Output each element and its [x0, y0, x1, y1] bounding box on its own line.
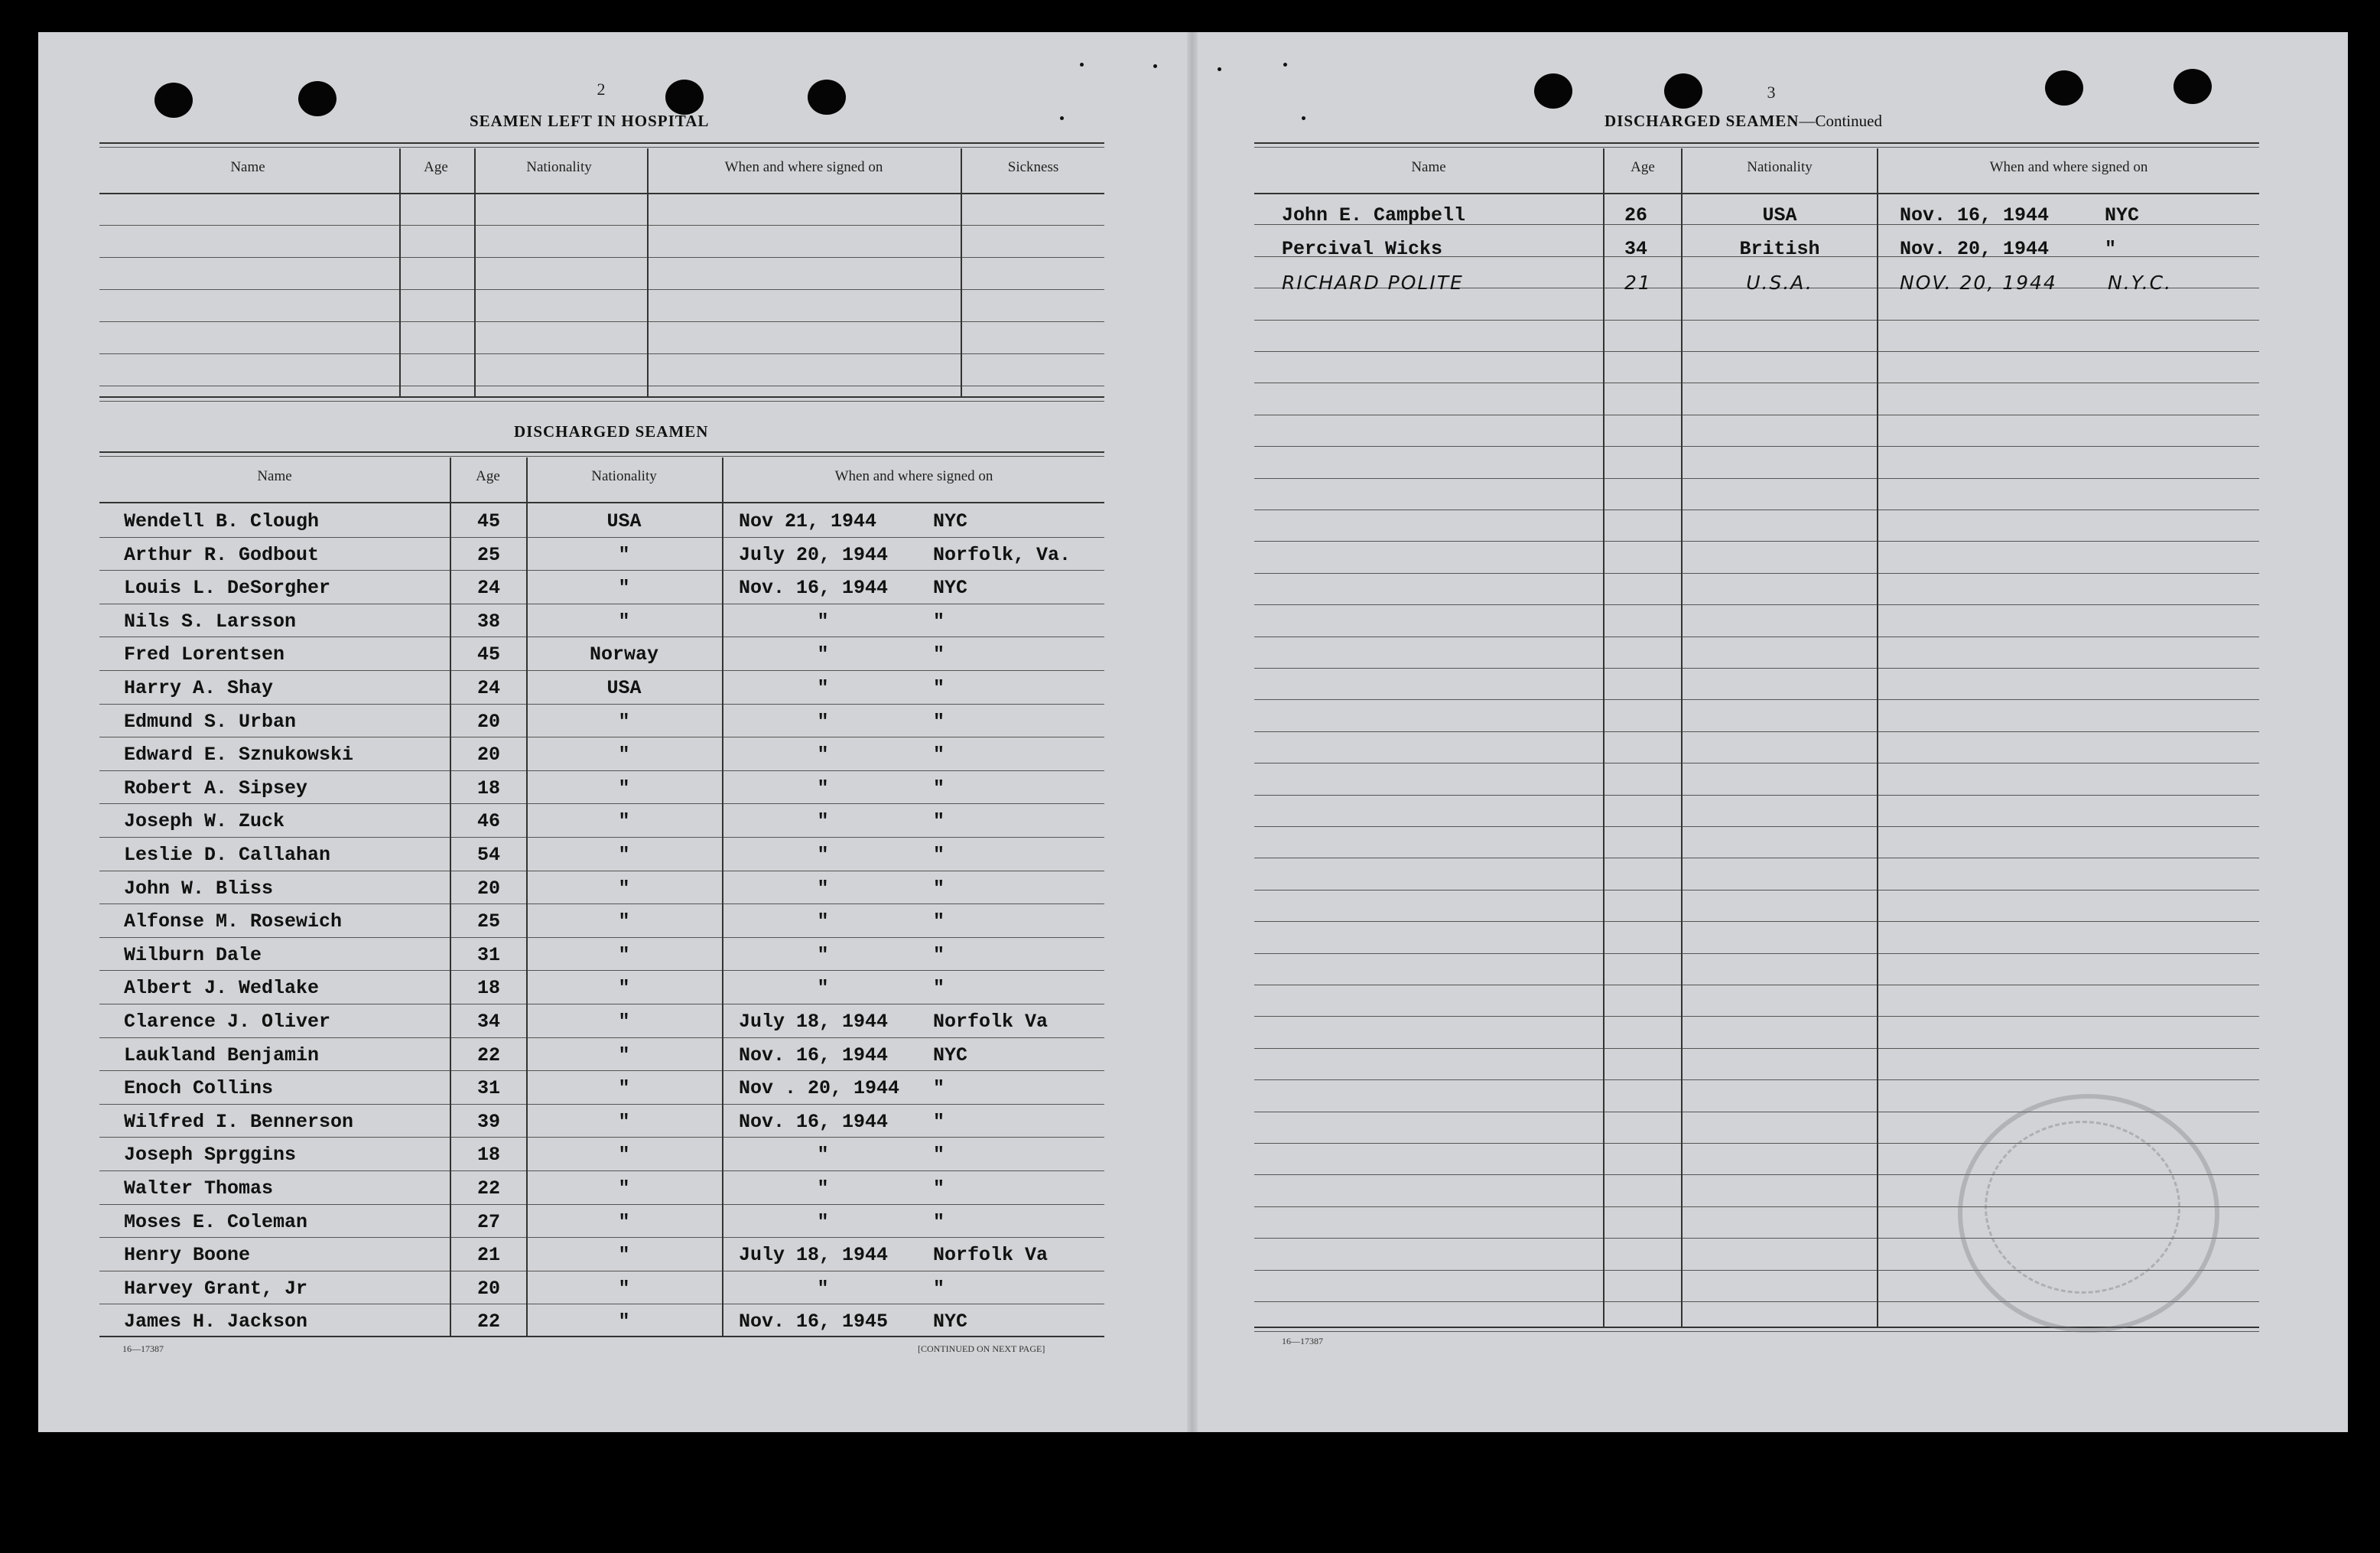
seaman-name: Alfonse M. Rosewich — [124, 910, 343, 933]
seaman-age: 27 — [477, 1211, 501, 1233]
hospital-row-line — [99, 257, 1104, 258]
signed-on-place: " — [933, 877, 945, 900]
seaman-name: Harry A. Shay — [124, 677, 274, 699]
discharged-col-divider — [722, 457, 723, 1336]
right-col-divider — [1603, 148, 1605, 1327]
signed-on-date: Nov. 16, 1944 — [739, 1111, 889, 1133]
signed-on-date: " — [817, 643, 829, 666]
discharged-col-nationality: Nationality — [591, 468, 657, 484]
seaman-age: 18 — [477, 1144, 501, 1166]
seaman-nationality: " — [618, 877, 630, 900]
seaman-name: Edward E. Sznukowski — [124, 744, 354, 766]
hospital-top-rule-2 — [99, 147, 1104, 148]
signed-on-date: " — [817, 1177, 829, 1200]
seaman-age: 22 — [477, 1044, 501, 1066]
seaman-nationality: " — [618, 544, 630, 566]
signed-on-place: " — [933, 677, 945, 699]
seaman-age: 25 — [477, 910, 501, 933]
right-col-signed-on: When and where signed on — [1989, 159, 2148, 175]
table-row-line — [99, 670, 1104, 671]
seaman-nationality: " — [618, 1278, 630, 1300]
right-col-divider — [1877, 148, 1878, 1327]
continued-title-text: DISCHARGED SEAMEN — [1605, 112, 1800, 130]
signed-on-date: July 18, 1944 — [739, 1244, 889, 1266]
seaman-name: John E. Campbell — [1282, 204, 1466, 226]
seaman-age: 25 — [477, 544, 501, 566]
seaman-nationality: " — [618, 977, 630, 999]
seaman-name: Robert A. Sipsey — [124, 777, 308, 799]
table-row-line — [99, 837, 1104, 838]
seaman-name: Percival Wicks — [1282, 238, 1443, 260]
seaman-age: 20 — [477, 744, 501, 766]
seaman-nationality: " — [618, 1244, 630, 1266]
page-number-right: 3 — [1767, 83, 1776, 102]
signed-on-place: " — [933, 1177, 945, 1200]
signed-on-date: July 20, 1944 — [739, 544, 889, 566]
hospital-row-line — [99, 225, 1104, 226]
hospital-bottom-rule-2 — [99, 401, 1104, 402]
signed-on-place: " — [933, 810, 945, 832]
seaman-name: Joseph W. Zuck — [124, 810, 285, 832]
seaman-nationality: " — [618, 1111, 630, 1133]
seaman-age: 31 — [477, 944, 501, 966]
seaman-name: Walter Thomas — [124, 1177, 274, 1200]
page-number-left: 2 — [597, 80, 606, 99]
seaman-name: James H. Jackson — [124, 1310, 308, 1333]
seaman-age: 45 — [477, 510, 501, 532]
signed-on-place: " — [933, 910, 945, 933]
table-row-line — [1254, 320, 2259, 321]
seaman-name: Edmund S. Urban — [124, 711, 297, 733]
seaman-nationality: " — [618, 1077, 630, 1099]
signed-on-date: Nov. 20, 1944 — [1900, 238, 2050, 260]
seaman-nationality: " — [618, 1044, 630, 1066]
speck — [1080, 63, 1084, 67]
seaman-name: Moses E. Coleman — [124, 1211, 308, 1233]
signed-on-place: " — [933, 744, 945, 766]
seaman-age: 46 — [477, 810, 501, 832]
speck — [1302, 116, 1305, 120]
seaman-age: 22 — [477, 1177, 501, 1200]
signed-on-place: " — [933, 844, 945, 866]
seaman-name: Joseph Sprggins — [124, 1144, 297, 1166]
seaman-age: 21 — [477, 1244, 501, 1266]
table-row-line — [1254, 826, 2259, 827]
table-row-line — [1254, 668, 2259, 669]
seaman-name: Harvey Grant, Jr — [124, 1278, 308, 1300]
table-row-line — [1254, 731, 2259, 732]
seaman-age: 18 — [477, 977, 501, 999]
seaman-name: Enoch Collins — [124, 1077, 274, 1099]
signed-on-date: " — [817, 844, 829, 866]
table-row-line — [1254, 921, 2259, 922]
signed-on-date: " — [817, 744, 829, 766]
hospital-top-rule — [99, 142, 1104, 144]
seaman-nationality: USA — [606, 677, 642, 699]
signed-on-date: " — [817, 977, 829, 999]
seaman-nationality: " — [618, 1177, 630, 1200]
hospital-bottom-rule — [99, 396, 1104, 398]
signed-on-date: " — [817, 1211, 829, 1233]
signed-on-place: " — [933, 1111, 945, 1133]
page-fold — [1187, 32, 1198, 1432]
table-row-line — [99, 537, 1104, 538]
signed-on-place: " — [933, 977, 945, 999]
form-number-right: 16—17387 — [1282, 1336, 1323, 1346]
seaman-nationality: U.S.A. — [1746, 272, 1813, 294]
seaman-age: 39 — [477, 1111, 501, 1133]
punch-hole — [665, 80, 704, 115]
seaman-nationality: " — [618, 610, 630, 633]
table-row-line — [99, 903, 1104, 904]
punch-hole — [808, 80, 846, 115]
speck — [1060, 116, 1064, 120]
continued-section-title — [1605, 112, 1882, 131]
seaman-nationality: " — [618, 1011, 630, 1033]
discharged-col-name: Name — [257, 468, 292, 484]
signed-on-place: " — [933, 944, 945, 966]
seaman-nationality: British — [1739, 238, 1820, 260]
table-row-line — [1254, 541, 2259, 542]
speck — [1218, 67, 1221, 71]
signed-on-place: " — [933, 643, 945, 666]
signed-on-date: Nov . 20, 1944 — [739, 1077, 900, 1099]
table-row-line — [1254, 604, 2259, 605]
table-row-line — [99, 1037, 1104, 1038]
table-row-line — [99, 1137, 1104, 1138]
seaman-name: Wilfred I. Bennerson — [124, 1111, 354, 1133]
seaman-nationality: " — [618, 1144, 630, 1166]
signed-on-date: " — [817, 1144, 829, 1166]
seaman-age: 20 — [477, 1278, 501, 1300]
seaman-age: 38 — [477, 610, 501, 633]
table-row-line — [99, 1070, 1104, 1071]
signed-on-place: NYC — [933, 510, 968, 532]
signed-on-place: Norfolk, Va. — [933, 544, 1071, 566]
signed-on-date: " — [817, 1278, 829, 1300]
seaman-age: 20 — [477, 711, 501, 733]
seaman-age: 21 — [1624, 272, 1652, 294]
signed-on-place: " — [933, 1077, 945, 1099]
seaman-nationality: USA — [606, 510, 642, 532]
seaman-age: 34 — [1624, 238, 1648, 260]
speck — [1153, 64, 1157, 68]
signed-on-date: " — [817, 810, 829, 832]
seaman-name: Fred Lorentsen — [124, 643, 285, 666]
signed-on-place: NYC — [933, 1310, 968, 1333]
right-col-divider — [1681, 148, 1683, 1327]
signed-on-date: " — [817, 711, 829, 733]
signed-on-date: Nov. 16, 1944 — [739, 1044, 889, 1066]
hospital-row-line — [99, 353, 1104, 354]
seaman-name: Leslie D. Callahan — [124, 844, 331, 866]
seaman-nationality: " — [618, 1211, 630, 1233]
table-row-line — [99, 704, 1104, 705]
signed-on-date: " — [817, 677, 829, 699]
seaman-age: 34 — [477, 1011, 501, 1033]
table-row-line — [1254, 351, 2259, 352]
seaman-nationality: " — [618, 777, 630, 799]
discharged-col-divider — [526, 457, 528, 1336]
seaman-name: John W. Bliss — [124, 877, 274, 900]
hospital-col-nationality: Nationality — [526, 159, 592, 175]
table-row-line — [99, 770, 1104, 771]
table-row-line — [99, 570, 1104, 571]
right-col-nationality: Nationality — [1747, 159, 1813, 175]
table-row-line — [99, 1104, 1104, 1105]
signed-on-place: NYC — [2105, 204, 2140, 226]
signed-on-place: " — [933, 1211, 945, 1233]
table-row-line — [99, 970, 1104, 971]
table-row-line — [1254, 573, 2259, 574]
signed-on-place: N.Y.C. — [2108, 272, 2173, 294]
seaman-age: 24 — [477, 677, 501, 699]
hospital-col-divider — [647, 148, 649, 396]
signed-on-place: " — [933, 1278, 945, 1300]
signed-on-date: July 18, 1944 — [739, 1011, 889, 1033]
hospital-row-line — [99, 289, 1104, 290]
seaman-age: 31 — [477, 1077, 501, 1099]
seaman-nationality: " — [618, 577, 630, 599]
hospital-col-sickness: Sickness — [1007, 159, 1059, 175]
discharged-bottom-rule — [99, 1336, 1104, 1337]
seaman-name: Henry Boone — [124, 1244, 251, 1266]
seaman-name: Nils S. Larsson — [124, 610, 297, 633]
signed-on-date: " — [817, 910, 829, 933]
signed-on-place: " — [933, 610, 945, 633]
continued-title-suffix: —Continued — [1799, 112, 1882, 130]
seaman-age: 26 — [1624, 204, 1648, 226]
seaman-age: 54 — [477, 844, 501, 866]
table-row-line — [1254, 1016, 2259, 1017]
table-row-line — [99, 803, 1104, 804]
seaman-name: Laukland Benjamin — [124, 1044, 320, 1066]
table-row-line — [99, 1237, 1104, 1238]
discharged-section-title: DISCHARGED SEAMEN — [514, 422, 709, 441]
seaman-age: 20 — [477, 877, 501, 900]
faded-stamp-inner-ring — [1985, 1121, 2180, 1294]
right-col-age: Age — [1631, 159, 1655, 175]
hospital-section-title: SEAMEN LEFT IN HOSPITAL — [470, 112, 710, 130]
seaman-nationality: " — [618, 1310, 630, 1333]
signed-on-date: Nov. 16, 1944 — [739, 577, 889, 599]
signed-on-date: " — [817, 877, 829, 900]
seaman-age: 24 — [477, 577, 501, 599]
punch-hole — [1534, 73, 1572, 109]
hospital-col-divider — [474, 148, 476, 396]
right-header-rule — [1254, 193, 2259, 194]
signed-on-place: " — [933, 777, 945, 799]
hospital-col-name: Name — [230, 159, 265, 175]
signed-on-place: " — [2105, 238, 2117, 260]
table-row-line — [1254, 795, 2259, 796]
signed-on-date: " — [817, 610, 829, 633]
table-row-line — [99, 1170, 1104, 1171]
discharged-top-rule — [99, 451, 1104, 453]
discharged-top-rule-2 — [99, 456, 1104, 457]
signed-on-date: Nov. 16, 1944 — [1900, 204, 2050, 226]
seaman-name: RICHARD POLITE — [1282, 272, 1464, 294]
signed-on-place: Norfolk Va — [933, 1244, 1049, 1266]
seaman-nationality: " — [618, 744, 630, 766]
signed-on-date: Nov. 16, 1945 — [739, 1310, 889, 1333]
table-row-line — [1254, 1048, 2259, 1049]
signed-on-place: NYC — [933, 577, 968, 599]
punch-hole — [1664, 73, 1702, 109]
hospital-col-age: Age — [424, 159, 448, 175]
hospital-header-rule — [99, 193, 1104, 194]
seaman-age: 18 — [477, 777, 501, 799]
signed-on-place: " — [933, 711, 945, 733]
hospital-col-divider — [961, 148, 962, 396]
seaman-nationality: " — [618, 711, 630, 733]
seaman-nationality: USA — [1762, 204, 1797, 226]
punch-hole — [154, 83, 193, 118]
table-row-line — [1254, 478, 2259, 479]
signed-on-place: " — [933, 1144, 945, 1166]
signed-on-place: NYC — [933, 1044, 968, 1066]
speck — [1283, 63, 1287, 67]
seaman-name: Louis L. DeSorgher — [124, 577, 331, 599]
continued-note: [CONTINUED ON NEXT PAGE] — [918, 1343, 1045, 1354]
right-top-rule-2 — [1254, 147, 2259, 148]
seaman-nationality: " — [618, 810, 630, 832]
form-number-left: 16—17387 — [122, 1343, 164, 1354]
seaman-name: Albert J. Wedlake — [124, 977, 320, 999]
right-top-rule — [1254, 142, 2259, 144]
discharged-col-signed-on: When and where signed on — [834, 468, 993, 484]
seaman-name: Wilburn Dale — [124, 944, 262, 966]
signed-on-date: NOV. 20, 1944 — [1900, 272, 2057, 294]
hospital-row-line — [99, 321, 1104, 322]
signed-on-place: Norfolk Va — [933, 1011, 1049, 1033]
discharged-col-divider — [450, 457, 451, 1336]
signed-on-date: " — [817, 777, 829, 799]
hospital-col-divider — [399, 148, 401, 396]
table-row-line — [1254, 446, 2259, 447]
seaman-nationality: " — [618, 944, 630, 966]
table-row-line — [1254, 1079, 2259, 1080]
seaman-age: 22 — [477, 1310, 501, 1333]
seaman-nationality: " — [618, 844, 630, 866]
seaman-name: Arthur R. Godbout — [124, 544, 320, 566]
signed-on-date: Nov 21, 1944 — [739, 510, 877, 532]
seaman-name: Clarence J. Oliver — [124, 1011, 331, 1033]
table-row-line — [1254, 699, 2259, 700]
punch-hole — [298, 81, 337, 116]
signed-on-date: " — [817, 944, 829, 966]
discharged-header-rule — [99, 502, 1104, 503]
punch-hole — [2045, 70, 2083, 106]
discharged-col-age: Age — [476, 468, 500, 484]
table-row-line — [99, 1204, 1104, 1205]
table-row-line — [99, 937, 1104, 938]
table-row-line — [1254, 953, 2259, 954]
seaman-nationality: Norway — [589, 643, 658, 666]
seaman-nationality: " — [618, 910, 630, 933]
seaman-age: 45 — [477, 643, 501, 666]
right-col-name: Name — [1411, 159, 1446, 175]
hospital-col-signed-on: When and where signed on — [724, 159, 883, 175]
punch-hole — [2174, 69, 2212, 104]
seaman-name: Wendell B. Clough — [124, 510, 320, 532]
